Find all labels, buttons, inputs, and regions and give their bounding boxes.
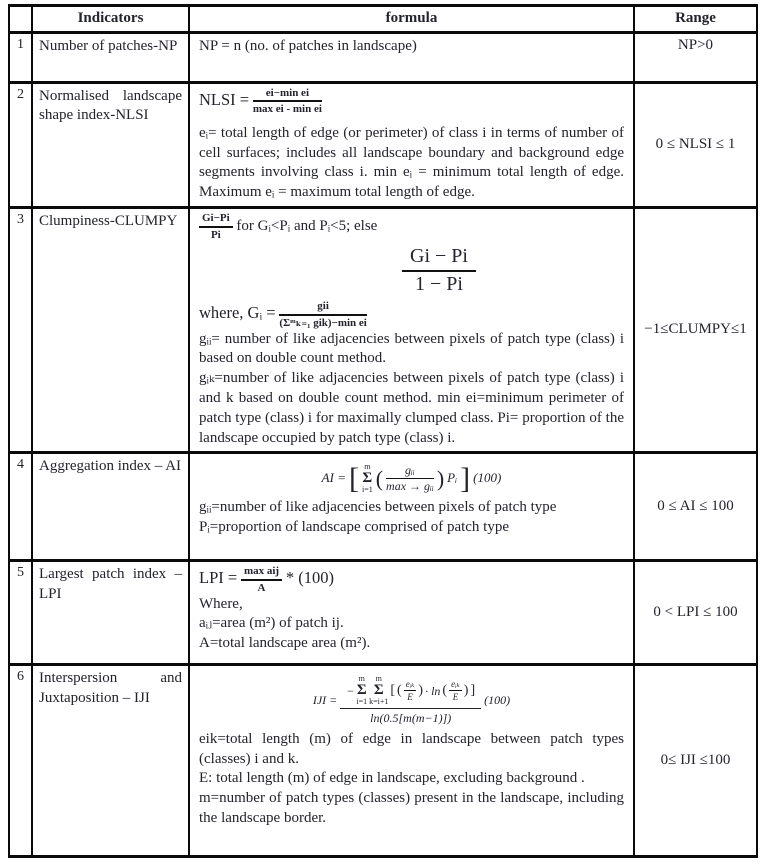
e-fraction-2: $\frac{\text{eᵢₖ}}{E}$ — [451, 679, 460, 702]
ai-lhs: AI = — [321, 470, 346, 486]
e-fraction-1: $\frac{\text{eᵢₖ}}{E}$ — [405, 679, 415, 702]
table-row — [9, 453, 757, 561]
nlsi-description: eᵢ= total length of edge (or perimeter) of class i in terms of number of cell surfaces; includes all landscape boundary and background edge segments involving class i. min eᵢ = minimum total length of edge. Maximum eᵢ = maximum total length of edge. — [199, 124, 624, 201]
sum-symbol: m Σ i=1 — [361, 462, 373, 495]
indicator-cell: Largest patch index – LPI — [32, 561, 189, 665]
header-indicators: Indicators — [32, 6, 189, 33]
gi-fraction: $\frac{\text{gii}}{\text{(Σᵐₖ₌₁ gik)−min ei}}$ — [279, 300, 367, 329]
lpi-multiplier: * (100) — [285, 568, 334, 588]
clumpy-where — [199, 300, 624, 329]
iji-description-1: eik=total length (m) of edge in landscape between patch types (classes) i and k. — [199, 730, 624, 767]
header-range: Range — [634, 6, 757, 33]
sum-symbol-1: m Σ i=1 — [356, 674, 368, 707]
row-number: 1 — [9, 32, 32, 82]
ai-equation — [199, 463, 624, 494]
indicator-cell: Normalised landscape shape index-NLSI — [32, 82, 189, 207]
left-paren: ( — [442, 682, 448, 698]
inner-right-bracket: ] — [470, 682, 476, 698]
table-row — [9, 665, 757, 857]
iji-lhs: IJI = — [312, 692, 338, 707]
table-row — [9, 32, 757, 82]
lpi-description-1: aᵢⱼ=area (m²) of patch ij. — [199, 615, 344, 632]
range-cell: −1≤CLUMPY≤1 — [634, 207, 757, 452]
right-paren: ) — [436, 465, 445, 491]
dot-ln: · ln — [425, 683, 441, 698]
lpi-fraction: $\frac{\text{max aij}}{A}$ — [241, 565, 282, 594]
iji-main-fraction — [340, 675, 481, 725]
left-paren: ( — [375, 465, 384, 491]
right-paren: ) — [463, 682, 469, 698]
row-number: 4 — [9, 453, 32, 561]
lpi-description-2: A=total landscape area (m²). — [199, 634, 371, 651]
clumpy-description-1: gᵢᵢ= number of like adjacencies between pixels of patch type (class) i based on double count method. — [199, 330, 624, 367]
ai-description-2: Pᵢ=proportion of landscape comprised of patch type — [199, 519, 509, 536]
table-header-row — [9, 6, 757, 33]
negative-sign: − — [346, 683, 355, 698]
iji-equation — [199, 675, 624, 725]
right-bracket: ] — [460, 462, 471, 496]
indicator-cell: Number of patches-NP — [32, 32, 189, 82]
indicator-cell: Interspersion and Juxtaposition – IJI — [32, 665, 189, 857]
nlsi-formula — [199, 87, 624, 116]
formula-cell — [189, 207, 634, 452]
range-cell: NP>0 — [634, 32, 757, 82]
ai-fraction: $\frac{\text{gᵢᵢ}}{\text{max → gᵢᵢ}}$ — [386, 462, 434, 494]
range-cell: 0 ≤ AI ≤ 100 — [634, 453, 757, 561]
range-cell: 0≤ IJI ≤100 — [634, 665, 757, 857]
formula-cell — [189, 453, 634, 561]
formula-cell — [189, 82, 634, 207]
ai-multiplier: (100) — [473, 470, 502, 486]
iji-multiplier: (100) — [484, 692, 511, 707]
range-cell: 0 < LPI ≤ 100 — [634, 561, 757, 665]
ai-p-term: Pᵢ — [447, 470, 458, 486]
table-row — [9, 207, 757, 452]
lpi-lhs: LPI = — [199, 568, 238, 588]
header-formula: formula — [189, 6, 634, 33]
nlsi-lhs: NLSI = — [199, 89, 250, 109]
indicator-cell: Clumpiness-CLUMPY — [32, 207, 189, 452]
formula-cell — [189, 32, 634, 82]
row-number: 2 — [9, 82, 32, 207]
table-row — [9, 82, 757, 207]
nlsi-fraction: $\frac{\text{ei−min ei}}{\text{max ei - min ei}}$ — [252, 86, 322, 116]
clumpy-case1 — [199, 212, 624, 241]
left-paren: ( — [397, 682, 402, 698]
range-cell: 0 ≤ NLSI ≤ 1 — [634, 82, 757, 207]
sum-symbol-2: m Σ k=i+1 — [369, 674, 389, 707]
table-row — [9, 561, 757, 665]
iji-description-3: m=number of patch types (classes) present in the landscape, including the landscape border. — [199, 790, 624, 826]
clumpy-where-lhs: where, Gᵢ = — [199, 303, 276, 323]
row-number: 5 — [9, 561, 32, 665]
row-number: 3 — [9, 207, 32, 452]
inner-left-bracket: [ — [390, 682, 396, 698]
ai-description-1: gᵢᵢ=number of like adjacencies between pixels of patch type — [199, 499, 557, 516]
header-number-cell — [9, 6, 32, 33]
indicator-cell: Aggregation index – AI — [32, 453, 189, 561]
formula-cell — [189, 561, 634, 665]
clumpy-condition: for Gᵢ<Pᵢ and Pᵢ<5; else — [236, 218, 378, 235]
clumpy-description-2: gᵢₖ=number of like adjacencies between pixels of patch type (class) i and k based on double count method. min ei=minimum perimeter of patch type (class) i for maximally clumped class. Pi= proportion of the landscape occupied by patch type (class) i. — [199, 370, 624, 446]
right-paren: ) — [418, 682, 424, 698]
row-number: 6 — [9, 665, 32, 857]
landscape-metrics-table — [8, 4, 758, 858]
lpi-where: Where, — [199, 595, 243, 612]
formula-cell — [189, 665, 634, 857]
lpi-formula — [199, 565, 624, 594]
clumpy-case2 — [199, 245, 624, 296]
clumpy-fraction-2: $\frac{Gi - Pi}{1 - Pi}$ — [402, 245, 476, 296]
left-bracket: [ — [348, 462, 359, 496]
clumpy-fraction-1: $\frac{Gi-Pi}{Pi}$ — [199, 212, 233, 241]
np-formula: NP = n (no. of patches in landscape) — [199, 37, 417, 54]
iji-description-2: E: total length (m) of edge in landscape, excluding background . — [199, 770, 585, 787]
iji-denominator: ln(0.5[m(m−1)]) — [370, 711, 452, 726]
